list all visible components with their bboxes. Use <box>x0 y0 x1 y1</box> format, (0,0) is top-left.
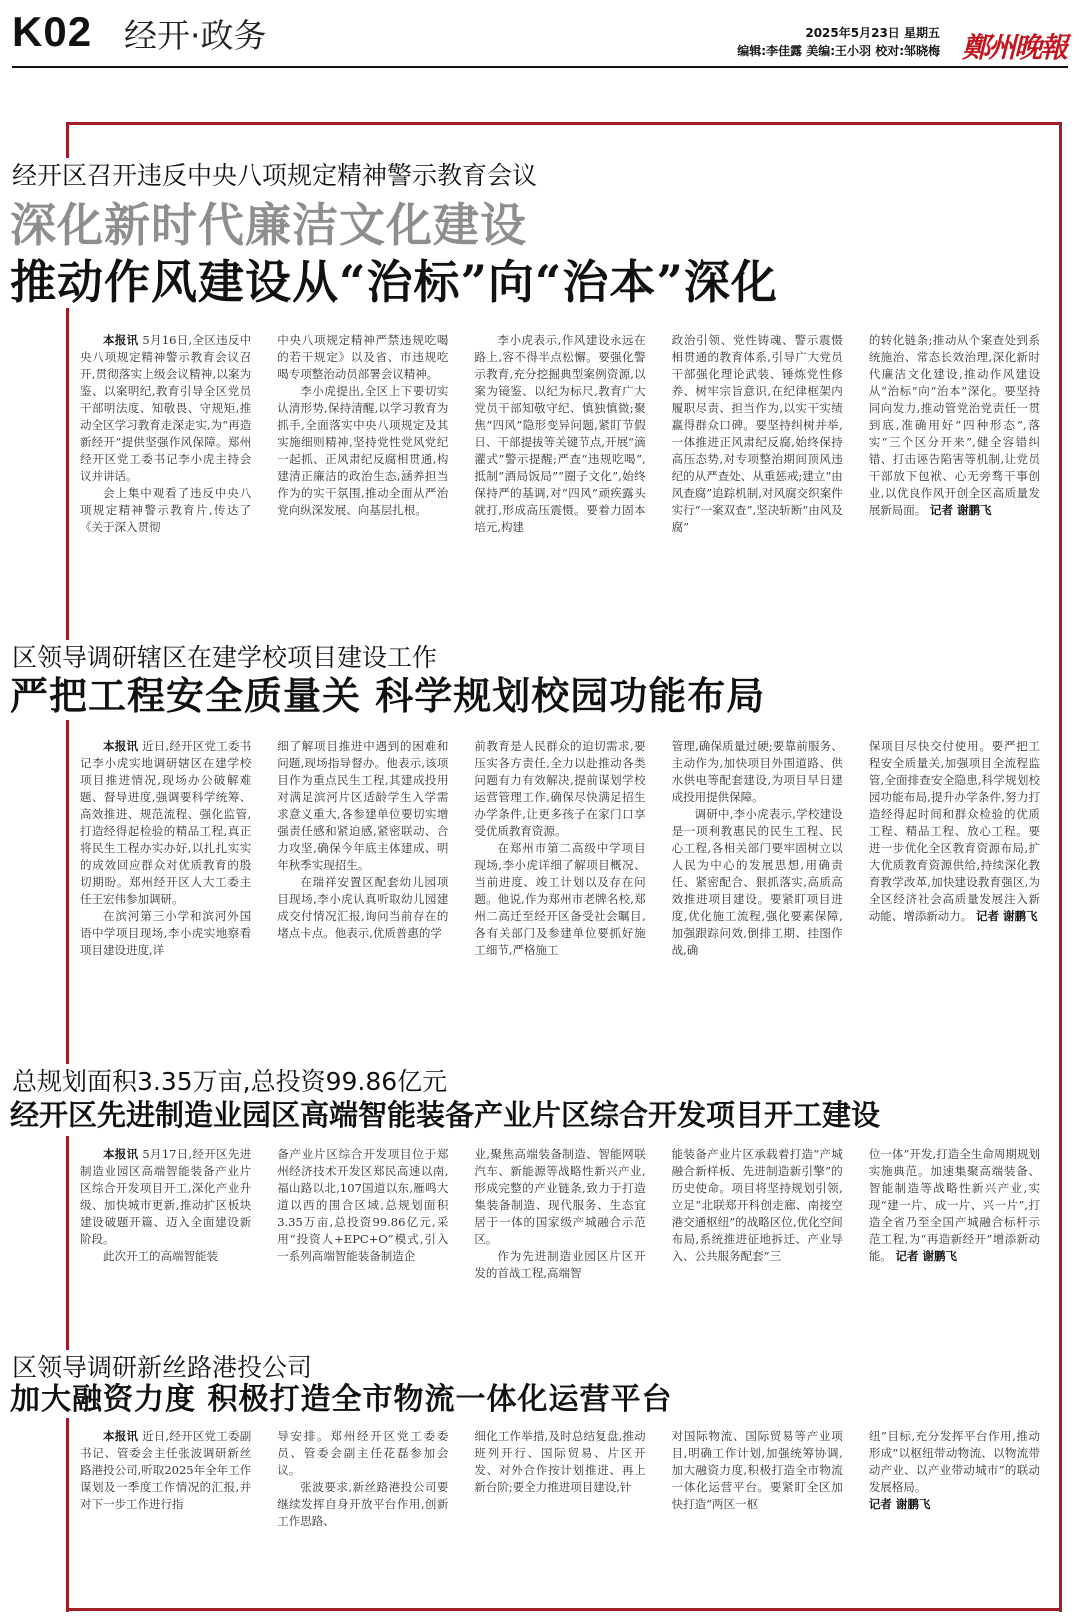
byline: 记者 谢鹏飞 <box>975 909 1038 923</box>
body-column <box>869 332 1040 582</box>
byline: 记者 谢鹏飞 <box>929 503 992 517</box>
article-kicker: 总规划面积3.35万亩,总投资99.86亿元 <box>12 1067 448 1096</box>
body-column <box>672 1146 843 1291</box>
paragraph: 李小虎表示,作风建设永远在路上,容不得半点松懈。要强化警示教育,充分挖掘典型案例资源,以案为镜鉴、以纪为标尺,教育广大党员干部知敬守纪、慎独慎微;聚焦“四风”隐形变异问题,紧盯节假日、干部提拔等关键节点,开展“滴灌式”警示提醒;严查“违规吃喝”,抵制“酒局饭局”“圈子文化”,始终保持严的基调,对“四风”顽疾露头就打,形成高压震慑。要着力固本培元,构建 <box>474 333 646 534</box>
paragraph: 5月17日,经开区先进制造业园区高端智能装备产业片区综合开发项目开工,深化产业升级、加快城市更新,推动扩区板块建设破题开篇、迈入全面建设新阶段。 <box>80 1147 252 1246</box>
body-column <box>80 738 251 1008</box>
paragraph: 管理,确保质量过硬;要靠前服务、主动作为,加快项目外围道路、供水供电等配套建设,为项目早日建成投用提供保障。 <box>671 739 843 804</box>
paragraph: 导安排。郑州经开区党工委委员、管委会副主任花磊参加会议。 <box>277 1429 449 1477</box>
page-code: K02 <box>12 8 93 55</box>
body-column <box>80 332 251 582</box>
article-kicker: 经开区召开违反中央八项规定精神警示教育会议 <box>12 161 538 190</box>
paragraph: 业,聚焦高端装备制造、智能网联汽车、新能源等战略性新兴产业,形成完整的产业链条,致力于打造集装备制造、现代服务、生态宜居于一体的国家级产城融合示范区。 <box>474 1147 646 1246</box>
newspaper-logo: 鄭州晚報 <box>961 31 1066 64</box>
article-body <box>80 1428 1040 1598</box>
body-column <box>277 332 448 582</box>
article-headline: 经开区先进制造业园区高端智能装备产业片区综合开发项目开工建设 <box>10 1098 881 1132</box>
paragraph: 在郑州市第二高级中学项目现场,李小虎详细了解项目概况、当前进度、竣工计划以及存在问题。他说,作为郑州市老牌名校,郑州二高迁至经开区备受社会瞩目,各有关部门及参建单位要抓好施工细节,严格施工 <box>474 841 646 957</box>
editor-credits: 编辑:李佳露 美编:王小羽 校对:邹晓梅 <box>737 44 940 58</box>
paragraph: 纽”目标,充分发挥平台作用,推动形成“以枢纽带动物流、以物流带动产业、以产业带动城市”的联动发展格局。 <box>868 1429 1041 1494</box>
body-column <box>474 1146 645 1291</box>
lead-tag: 本报讯 <box>103 333 139 347</box>
article-headline: 严把工程安全质量关 科学规划校园功能布局 <box>10 673 766 718</box>
paragraph: 保项目尽快交付使用。要严把工程安全质量关,加强项目全流程监管,全面排查安全隐患,科学规划校园功能布局,提升办学条件,努力打造经得起时间和群众检验的优质工程、精品工程、放心工程。要进一步优化全区教育资源布局,扩大优质教育资源供给,持续深化教育教学改革,加快建设教育强区,为全区经济社会高质量发展注入新动能、增添新动力。 <box>868 739 1041 923</box>
paragraph: 作为先进制造业园区片区开发的首战工程,高端智 <box>474 1249 646 1280</box>
paragraph: 会上集中观看了违反中央八项规定精神警示教育片,传达了《关于深入贯彻 <box>80 486 252 534</box>
byline: 记者 谢鹏飞 <box>895 1249 957 1263</box>
paragraph: 中央八项规定精神严禁违规吃喝的若干规定》以及省、市违规吃喝专项整治动员部署会议精神。 <box>277 333 449 381</box>
section-title: 经开·政务 <box>124 16 267 55</box>
dateline: 2025年5月23日 星期五 <box>805 26 940 40</box>
article-headline: 加大融资力度 积极打造全市物流一体化运营平台 <box>10 1382 673 1417</box>
body-column <box>672 332 843 582</box>
paragraph: 张波要求,新丝路港投公司要继续发挥自身开放平台作用,创新工作思路、 <box>277 1480 449 1528</box>
body-column <box>277 1428 448 1598</box>
paragraph: 对国际物流、国际贸易等产业项目,明确工作计划,加强统筹协调,加大融资力度,积极打造全市物流一体化运营平台。要紧盯全区加快打造“两区一枢 <box>671 1429 843 1511</box>
article-body <box>80 332 1040 582</box>
masthead-rule <box>12 66 1068 68</box>
page-masthead <box>0 0 1080 68</box>
paragraph: 在滨河第三小学和滨河外国语中学项目现场,李小虎实地察看项目建设进度,详 <box>80 909 252 957</box>
paragraph: 位一体”开发,打造全生命周期规划实施典范。加速集聚高端装备、智能制造等战略性新兴产业,实现“建一片、成一片、兴一片”,打造全省乃至全国产城融合标杆示范工程,为“再造新经开”增添新动能。 <box>868 1147 1041 1263</box>
body-column <box>277 738 448 1008</box>
paragraph: 在瑞祥安置区配套幼儿园项目现场,李小虎认真听取幼儿园建成交付情况汇报,询问当前存在的堵点卡点。他表示,优质普惠的学 <box>277 875 449 940</box>
paragraph: 近日,经开区党工委书记李小虎实地调研辖区在建学校项目推进情况,现场办公破解难题、督导进度,强调要科学统筹、高效推进、规范流程、强化监管,打造经得起检验的精品工程,真正将民生工程办实办好,以扎扎实实的成效回应群众对优质教育的殷切期盼。郑州经开区人大工委主任王宏伟参加调研。 <box>80 739 252 906</box>
paragraph: 调研中,李小虎表示,学校建设是一项利教惠民的民生工程、民心工程,各相关部门要牢固树立以人民为中心的发展思想,用确责任、紧密配合、狠抓落实,高质高效推进项目建设。要紧盯项目进度,优化施工流程,强化要素保障,加强跟踪问效,倒排工期、挂图作战,确 <box>671 807 843 957</box>
article-body <box>80 1146 1040 1291</box>
red-frame-bottom <box>66 1608 1062 1611</box>
body-column <box>474 332 645 582</box>
paragraph: 近日,经开区党工委副书记、管委会主任张波调研新丝路港投公司,听取2025年全年工作谋划及一季度工作情况的汇报,并对下一步工作进行指 <box>80 1429 252 1511</box>
article-headline-grey: 深化新时代廉洁文化建设 <box>10 198 527 252</box>
paragraph: 前教育是人民群众的迫切需求,要压实各方责任,全力以赴推动各类问题有力有效解决,提前谋划学校运营管理工作,确保尽快满足招生办学条件,让更多孩子在家门口享受优质教育资源。 <box>474 739 646 838</box>
paragraph: 5月16日,全区违反中央八项规定精神警示教育会议召开,贯彻落实上级会议精神,以案为鉴、以案明纪,教育引导全区党员干部明法度、知敬畏、守规矩,推动全区学习教育走深走实,为“再造新经开”提供坚强作风保障。郑州经开区党工委书记李小虎主持会议并讲话。 <box>80 333 252 483</box>
body-column <box>869 1146 1040 1291</box>
body-column <box>869 1428 1040 1598</box>
paragraph: 细化工作举措,及时总结复盘,推动班列开行、国际贸易、片区开发、对外合作按计划推进、再上新台阶;要全力推进项目建设,针 <box>474 1429 646 1494</box>
paragraph: 能装备产业片区承载着打造“产城融合新样板、先进制造新引擎”的历史使命。项目将坚持规划引领,立足“北联郑开科创走廊、南接空港交通枢纽”的战略区位,优化空间布局,系统推进征地拆迁、产业导入、公共服务配套“三 <box>671 1147 843 1263</box>
body-column <box>869 738 1040 1008</box>
paragraph: 此次开工的高端智能装 <box>103 1249 218 1263</box>
body-column <box>277 1146 448 1291</box>
paragraph: 李小虎提出,全区上下要切实认清形势,保持清醒,以学习教育为抓手,全面落实中央八项规定及其实施细则精神,坚持党性党风党纪一起抓、正风肃纪反腐相贯通,构建清正廉洁的政治生态,涵养担当作为的实干氛围,推动全面从严治党向纵深发展、向基层扎根。 <box>277 384 449 517</box>
paragraph: 的转化链条;推动从个案查处到系统施治、常态长效治理,深化新时代廉洁文化建设,推动作风建设从“治标”向“治本”深化。要坚持同向发力,推动管党治党责任一贯到底,准确用好“四种形态”,落实“三个区分开来”,健全容错纠错、打击诬告陷害等机制,让党员干部放下包袱、心无旁骛干事创业,以优良作风开创全区高质量发展新局面。 <box>868 333 1041 517</box>
body-column <box>672 1428 843 1598</box>
body-column <box>672 738 843 1008</box>
paragraph: 政治引领、党性铸魂、警示震慑相贯通的教育体系,引导广大党员干部强化理论武装、锤炼党性修养、树牢宗旨意识,在纪律框架内履职尽责、担当作为,以实干实绩赢得群众口碑。要坚持纠树并举,一体推进正风肃纪反腐,始终保持高压态势,对专项整治期间顶风违纪的从严查处、从重惩戒;建立“由风查腐”追踪机制,对风腐交织案件实行“一案双查”,坚决斩断“由风及腐” <box>671 333 843 534</box>
article-kicker: 区领导调研辖区在建学校项目建设工作 <box>12 643 438 672</box>
article-body <box>80 738 1040 1008</box>
article-kicker: 区领导调研新丝路港投公司 <box>12 1353 313 1382</box>
body-column <box>80 1146 251 1291</box>
body-column <box>474 1428 645 1598</box>
lead-tag: 本报讯 <box>103 739 139 753</box>
article-headline: 推动作风建设从“治标”向“治本”深化 <box>10 255 778 309</box>
byline: 记者 谢鹏飞 <box>868 1497 931 1511</box>
paragraph: 备产业片区综合开发项目位于郑州经济技术开发区郑民高速以南,福山路以北,107国道以东,雁鸣大道以西的围合区域,总规划面积3.35万亩,总投资99.86亿元,采用“投资人+EPC+O”模式,引入一系列高端智能装备制造企 <box>277 1147 449 1263</box>
body-column <box>474 738 645 1008</box>
lead-tag: 本报讯 <box>103 1429 139 1443</box>
body-column <box>80 1428 251 1598</box>
lead-tag: 本报讯 <box>103 1147 139 1161</box>
paragraph: 细了解项目推进中遇到的困难和问题,现场指导督办。他表示,该项目作为重点民生工程,其建成投用对满足滨河片区适龄学生入学需求意义重大,各参建单位要切实增强责任感和紧迫感,紧密联动、合力攻坚,确保今年底主体建成、明年秋季实现招生。 <box>277 739 449 872</box>
